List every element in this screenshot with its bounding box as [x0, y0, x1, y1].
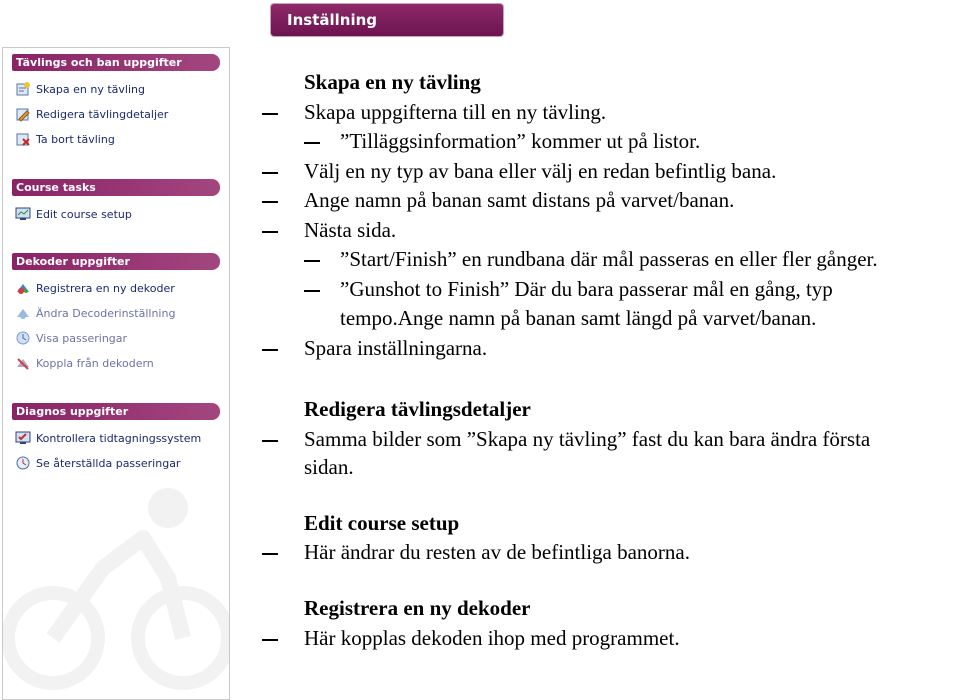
sidebar-item-label: Koppla från dekodern [36, 356, 154, 370]
sidebar-item-edit-course-setup[interactable] [15, 205, 132, 223]
restored-passings-icon [15, 455, 31, 471]
bullet-dash [262, 201, 278, 203]
text-line: ”Start/Finish” en rundbana där mål passeras en eller fler gånger. [340, 247, 878, 271]
text-line: ”Tilläggsinformation” kommer ut på listor. [340, 129, 701, 153]
bullet-dash [262, 172, 278, 174]
sidebar-item-disconnect-decoder[interactable] [15, 354, 154, 372]
disconnect-decoder-icon [15, 355, 31, 371]
sidebar-item-restored-passings[interactable] [15, 454, 180, 472]
sidebar-item-show-passings[interactable] [15, 329, 127, 347]
text-line: Spara inställningarna. [304, 336, 488, 360]
course-setup-icon [15, 206, 31, 222]
bullet-dash [262, 553, 278, 555]
sidebar-item-label: Se återställda passeringar [36, 456, 181, 470]
delete-competition-icon [15, 131, 31, 147]
sidebar-item-label: Skapa en ny tävling [36, 82, 145, 96]
passings-icon [15, 330, 31, 346]
text-line: ”Gunshot to Finish” Där du bara passerar mål en gång, typ [340, 277, 833, 301]
register-decoder-icon [15, 280, 31, 296]
sidebar-item-label: Kontrollera tidtagningssystem [36, 431, 202, 445]
cyclist-watermark-icon [2, 478, 230, 698]
bullet-dash [304, 290, 320, 292]
bullet-dash [304, 142, 320, 144]
edit-details-icon [15, 106, 31, 122]
bullet-dash [262, 231, 278, 233]
timing-check-icon [15, 430, 31, 446]
bullet-dash [262, 639, 278, 641]
section-title-edit-competition: Redigera tävlingsdetaljer [304, 397, 531, 421]
text-line: Här kopplas dekoden ihop med programmet. [304, 626, 680, 650]
group-header-competition: Tävlings och ban uppgifter [12, 54, 220, 71]
bullet-dash [262, 113, 278, 115]
text-line: Här ändrar du resten av de befintliga banorna. [304, 540, 690, 564]
sidebar-item-edit-competition[interactable] [15, 105, 168, 123]
task-sidebar [2, 47, 230, 700]
sidebar-item-label: Visa passeringar [36, 331, 128, 345]
section-title-register-decoder: Registrera en ny dekoder [304, 596, 531, 620]
settings-title-tab[interactable] [271, 4, 503, 36]
sidebar-item-label: Edit course setup [36, 207, 132, 221]
settings-title: Inställning [287, 11, 377, 29]
sidebar-item-label: Registrera en ny dekoder [36, 281, 175, 295]
section-title-edit-course-setup: Edit course setup [304, 511, 460, 535]
text-line: Skapa uppgifterna till en ny tävling. [304, 100, 607, 124]
text-line: Ange namn på banan samt distans på varvet/banan. [304, 188, 735, 212]
sidebar-item-delete-competition[interactable] [15, 130, 115, 148]
sidebar-item-label: Redigera tävlingdetaljer [36, 107, 169, 121]
group-header-diagnostics: Diagnos uppgifter [12, 403, 220, 420]
sidebar-item-label: Ändra Decoderinställning [36, 306, 176, 320]
section-title-create-competition: Skapa en ny tävling [304, 70, 481, 94]
bullet-dash [304, 260, 320, 262]
sidebar-item-register-decoder[interactable] [15, 279, 175, 297]
text-line: Välj en ny typ av bana eller välj en redan befintlig bana. [304, 159, 777, 183]
sidebar-item-change-decoder-settings[interactable] [15, 304, 175, 322]
text-line: Samma bilder som ”Skapa ny tävling” fast du kan bara ändra första [304, 427, 871, 451]
bullet-dash [262, 349, 278, 351]
text-line: tempo.Ange namn på banan samt längd på varvet/banan. [340, 306, 817, 330]
group-header-decoder: Dekoder uppgifter [12, 253, 220, 270]
sidebar-item-create-competition[interactable] [15, 80, 145, 98]
text-line: sidan. [304, 455, 354, 479]
sidebar-item-label: Ta bort tävling [36, 132, 115, 146]
bullet-dash [262, 440, 278, 442]
group-header-course: Course tasks [12, 179, 220, 196]
decoder-settings-icon [15, 305, 31, 321]
sidebar-item-check-timing-system[interactable] [15, 429, 201, 447]
new-competition-icon [15, 81, 31, 97]
text-line: Nästa sida. [304, 218, 397, 242]
